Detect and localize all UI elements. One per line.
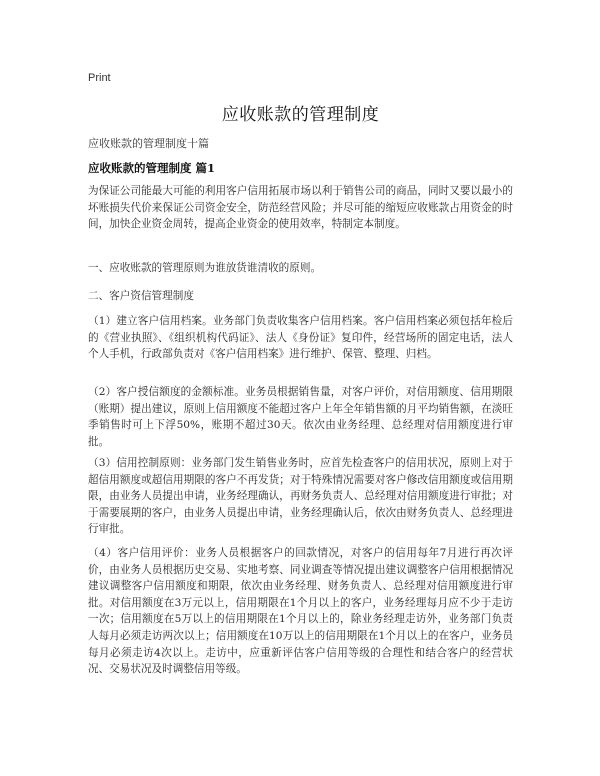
item-2-paragraph: （2）客户授信额度的金额标准。业务员根据销售量，对客户评价，对信用额度、信用期限（账期）提出建议，原则上信用额度不能超过客户上年全年销售额的月平均销售额，在淡旺季销售时可上下浮50%，账期不超过30天。依次由业务经理、总经理对信用额度进行审批。 [88,386,513,448]
credit-management-heading: 二、客户资信管理制度 [88,290,194,302]
document-subtitle: 应收账款的管理制度十篇 [88,137,209,150]
intro-paragraph: 为保证公司能最大可能的利用客户信用拓展市场以利于销售公司的商品，同时又要以最小的坏账损失代价来保证公司资金安全，防范经营风险；并尽可能的缩短应收账款占用资金的时间，加快企业资金周转，提高企业资金的使用效率，特制定本制度。 [88,185,513,231]
item-3-paragraph: （3）信用控制原则：业务部门发生销售业务时，应首先检查客户的信用状况，原则上对于超信用额度或超信用期限的客户不再发货；对于特殊情况需要对客户修改信用额度或信用期限，由业务人员提出申请，业务经理确认，再财务负责人、总经理对信用额度进行审批；对于需要展期的客户，由业务人员提出申请，业务经理确认后，依次由财务负责人、总经理进行审批。 [88,457,513,536]
principle-paragraph: 一、应收账款的管理原则为谁放货谁清收的原则。 [88,262,322,274]
item-1-paragraph: （1）建立客户信用档案。业务部门负责收集客户信用档案。客户信用档案必须包括年检后的《营业执照》、《组织机构代码证》、法人《身份证》复印件，经营场所的固定电话，法人个人手机，行政部负责对《客户信用档案》进行维护、保管、整理、归档。 [88,315,513,361]
document-title: 应收账款的管理制度 [221,105,380,125]
item-4-paragraph: （4）客户信用评价：业务人员根据客户的回款情况，对客户的信用每年7月进行再次评价，由业务人员根据历史交易、实地考察、同业调查等情况提出建议调整客户信用根据情况建议调整客户信用额度和期限，依次由业务经理、财务负责人、总经理对信用额度进行审批。对信用额度在3万元以上，信用期限在1个月以上的客户，业务经理每月应不少于走访一次；信用额度在5万以上的信用期限在1个月以上的，除业务经理走访外，业务部门负责人每月必须走访两次以上；信用额度在10万以上的信用期限在1个月以上的在客户，业务员每月必须走访4次以上。走访中，应重新评估客户信用等级的合理性和结合客户的经营状况、交易状况及时调整信用等级。 [88,547,513,676]
print-link[interactable]: Print [88,72,111,84]
section-heading: 应收账款的管理制度 篇1 [88,161,216,175]
